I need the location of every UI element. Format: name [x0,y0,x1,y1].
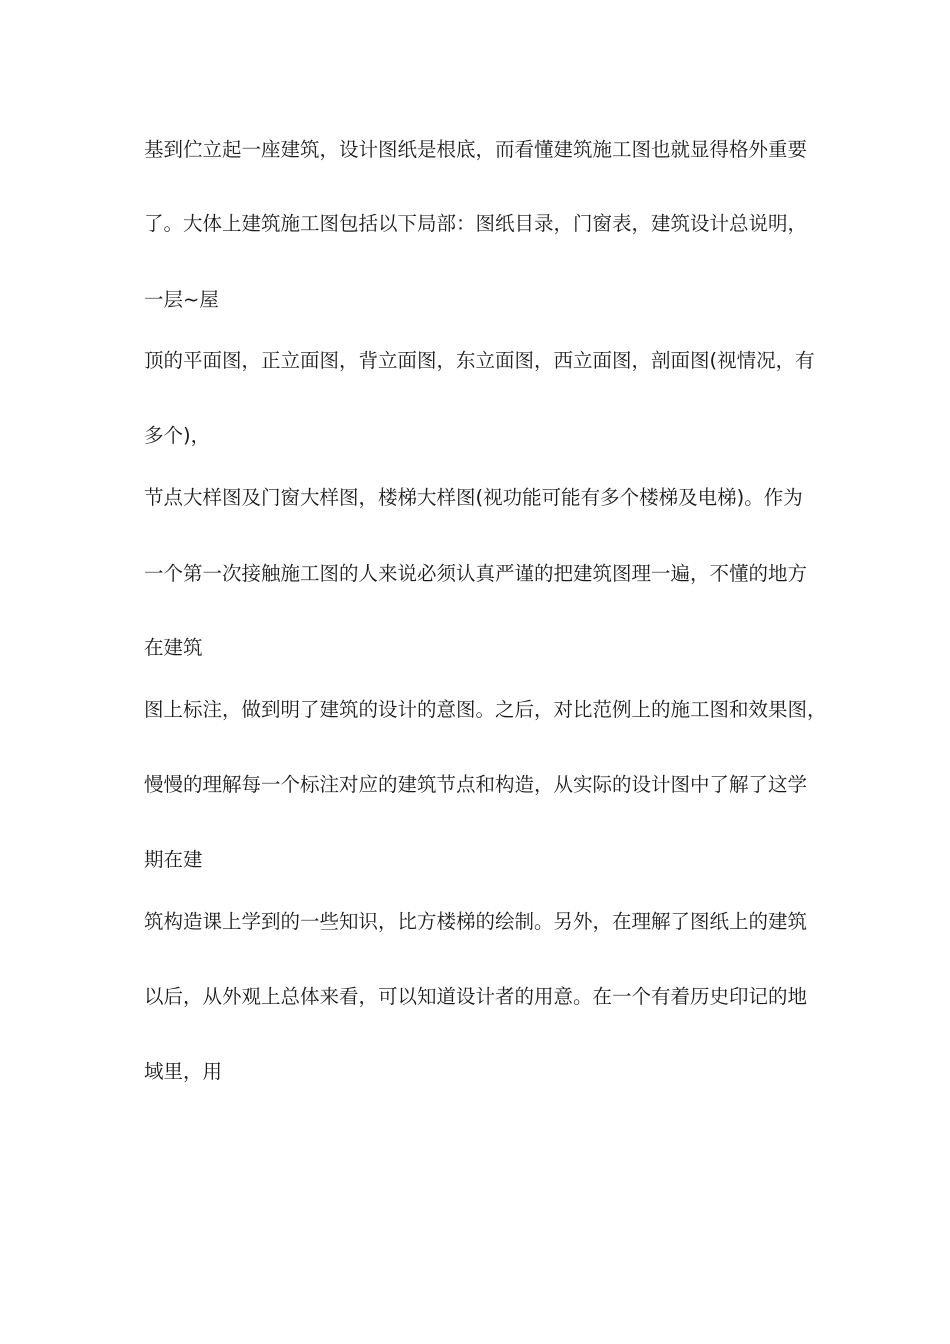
paragraph-line: 慢慢的理解每一个标注对应的建筑节点和构造，从实际的设计图中了解了这学 [144,773,808,796]
paragraph-line: 筑构造课上学到的一些知识，比方楼梯的绘制。另外，在理解了图纸上的建筑 [144,910,808,933]
paragraph-line: 了。大体上建筑施工图包括以下局部：图纸目录，门窗表，建筑设计总说明， [144,212,808,235]
paragraph-line: 顶的平面图，正立面图，背立面图，东立面图，西立面图，剖面图(视情况，有 [144,349,815,372]
paragraph-line: 以后，从外观上总体来看，可以知道设计者的用意。在一个有着历史印记的地 [144,985,808,1008]
paragraph-line: 基到伫立起一座建筑，设计图纸是根底，而看懂建筑施工图也就显得格外重要 [144,138,808,161]
paragraph-line: 图上标注，做到明了建筑的设计的意图。之后，对比范例上的施工图和效果图， [144,698,827,721]
paragraph-line: 一个第一次接触施工图的人来说必须认真严谨的把建筑图理一遍，不懂的地方 [144,562,808,585]
paragraph-line: 多个)， [144,424,211,447]
paragraph-line: 期在建 [144,848,203,871]
paragraph-line: 域里，用 [144,1060,223,1083]
paragraph-line: 在建筑 [144,636,203,659]
paragraph-line: 一层~屋 [144,288,219,311]
paragraph-line: 节点大样图及门窗大样图，楼梯大样图(视功能可能有多个楼梯及电梯)。作为 [144,486,803,509]
